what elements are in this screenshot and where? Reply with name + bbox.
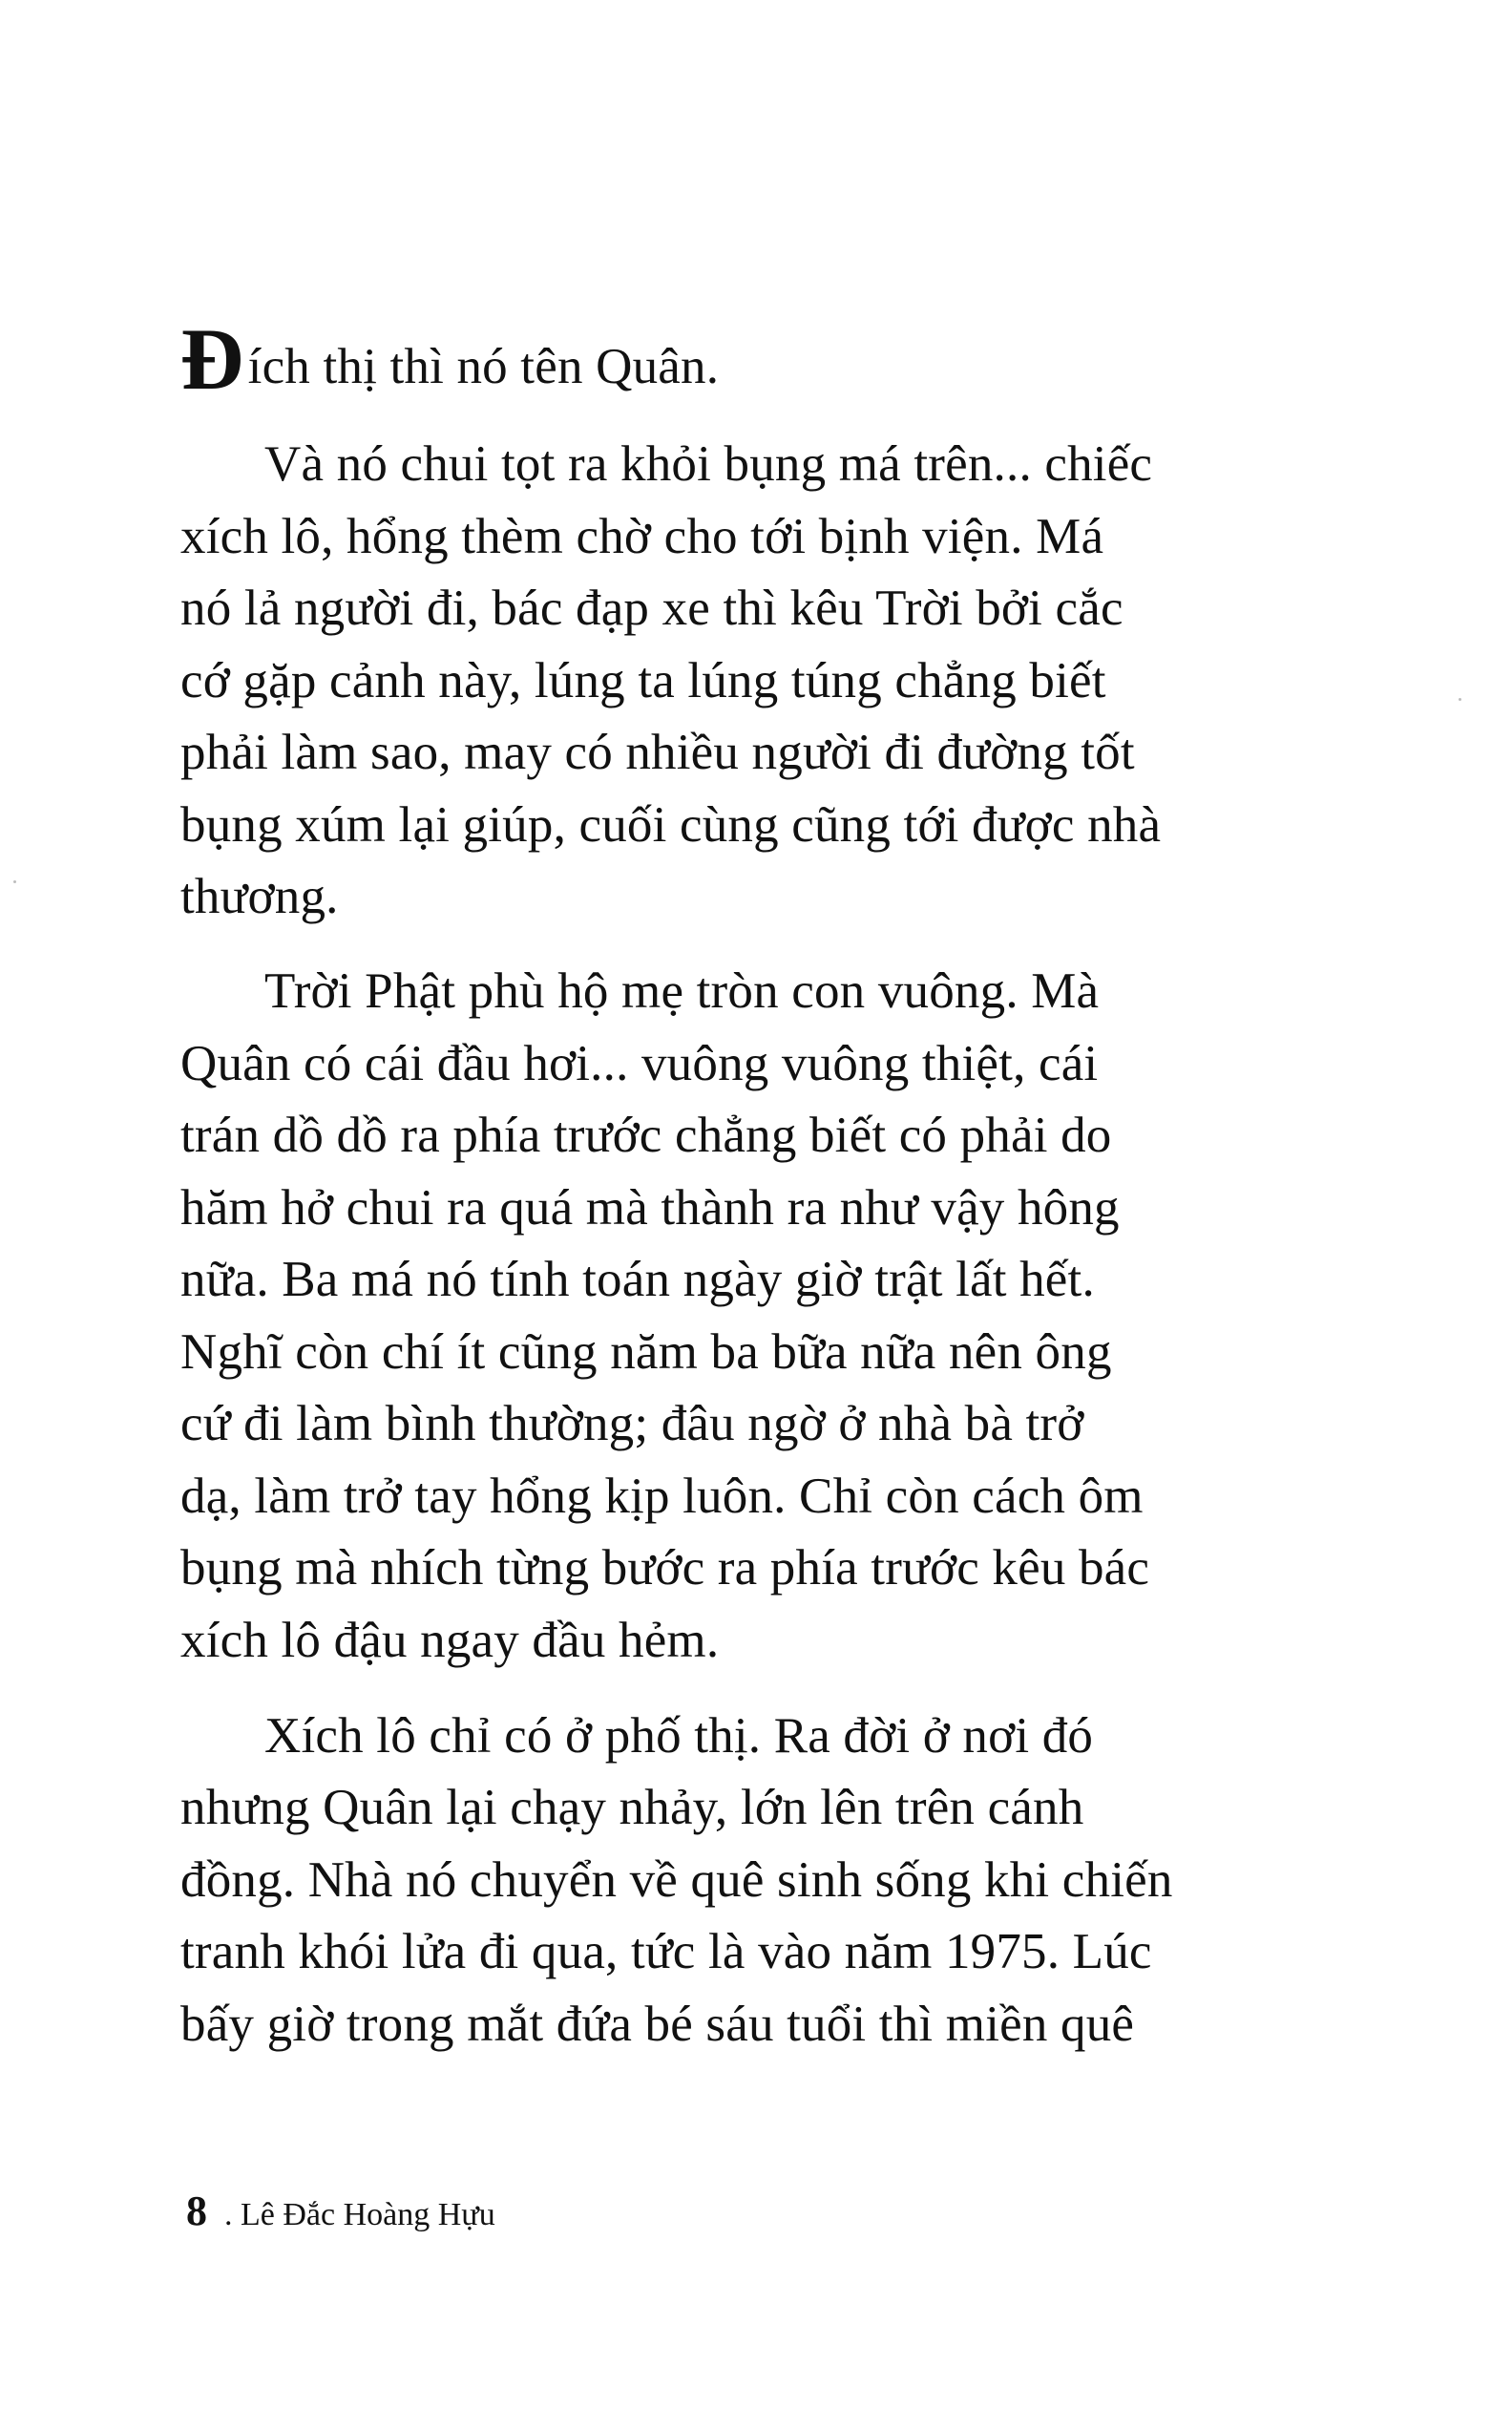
paragraph-3-line-4: hăm hở chui ra quá mà thành ra như vậy hông — [180, 1180, 1120, 1236]
paragraph-3-line-1: Trời Phật phù hộ mẹ tròn con vuông. Mà — [264, 963, 1100, 1019]
paragraph-4-line-2: nhưng Quân lại chạy nhảy, lớn lên trên cánh — [180, 1780, 1084, 1835]
paragraph-4-line-4: tranh khói lửa đi qua, tức là vào năm 1975. Lúc — [180, 1924, 1152, 1979]
paragraph-3-line-10: xích lô đậu ngay đầu hẻm. — [180, 1613, 720, 1668]
paragraph-2-line-6: bụng xúm lại giúp, cuối cùng cũng tới được nhà — [180, 797, 1162, 853]
page-footer — [186, 2187, 495, 2235]
paragraph-1-line-1 — [180, 310, 720, 408]
paragraph-2-line-7: thương. — [180, 869, 339, 924]
paragraph-4-line-5: bấy giờ trong mắt đứa bé sáu tuổi thì miền quê — [180, 1997, 1135, 2052]
paragraph-3-line-9: bụng mà nhích từng bước ra phía trước kêu bác — [180, 1540, 1150, 1596]
author-name: . Lê Đắc Hoàng Hựu — [224, 2197, 495, 2232]
paragraph-4-line-1: Xích lô chỉ có ở phố thị. Ra đời ở nơi đó — [264, 1708, 1094, 1764]
paragraph-4-line-3: đồng. Nhà nó chuyển về quê sinh sống khi chiến — [180, 1852, 1173, 1908]
paragraph-2-line-2: xích lô, hổng thèm chờ cho tới bịnh viện. Má — [180, 509, 1104, 564]
paragraph-3-line-2: Quân có cái đầu hơi... vuông vuông thiệt, cái — [180, 1036, 1099, 1091]
paragraph-3-line-5: nữa. Ba má nó tính toán ngày giờ trật lất hết. — [180, 1252, 1095, 1307]
scan-speck — [13, 880, 16, 883]
paragraph-3-line-3: trán dồ dồ ra phía trước chẳng biết có phải do — [180, 1108, 1112, 1163]
drop-cap: Đ — [180, 310, 244, 408]
paragraph-3-line-6: Nghĩ còn chí ít cũng năm ba bữa nữa nên ông — [180, 1324, 1112, 1380]
paragraph-2-line-3: nó lả người đi, bác đạp xe thì kêu Trời bởi cắc — [180, 581, 1124, 636]
page-number: 8 — [186, 2188, 207, 2234]
paragraph-2-line-4: cớ gặp cảnh này, lúng ta lúng túng chẳng biết — [180, 653, 1106, 708]
scan-speck — [1459, 698, 1461, 701]
paragraph-2-line-1: Và nó chui tọt ra khỏi bụng má trên... chiếc — [264, 436, 1153, 492]
paragraph-3-line-7: cứ đi làm bình thường; đâu ngờ ở nhà bà trở — [180, 1396, 1084, 1451]
paragraph-3-line-8: dạ, làm trở tay hổng kịp luôn. Chỉ còn cách ôm — [180, 1469, 1144, 1524]
text-line: ích thị thì nó tên Quân. — [247, 339, 720, 394]
paragraph-2-line-5: phải làm sao, may có nhiều người đi đường tốt — [180, 725, 1135, 780]
